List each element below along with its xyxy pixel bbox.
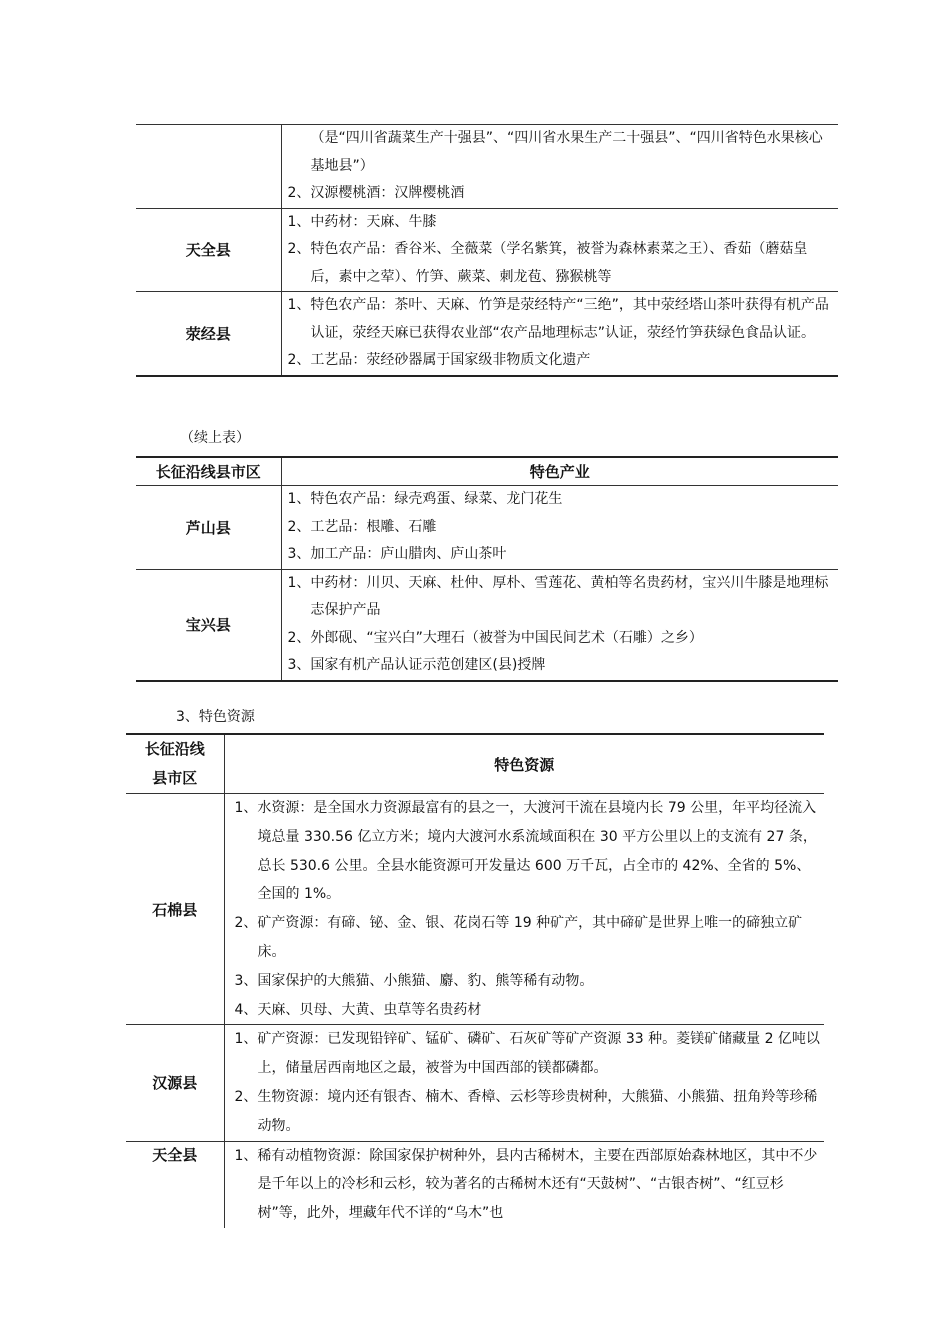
column-header-county-line2: 县市区 [152, 769, 198, 787]
products-cell [281, 569, 838, 681]
resources-cell [224, 794, 824, 1025]
list-item: 3、国家保护的大熊猫、小熊猫、麝、豹、熊等稀有动物。 [234, 972, 594, 989]
list-item: 1、特色农产品：茶叶、天麻、竹笋是荥经特产“三绝”，其中荥经塔山茶叶获得有机产品认证，荥经天麻已获得农业部“农产品地理标志”认证，荥经竹笋获绿色食品认证。 [287, 297, 829, 341]
products-cell [281, 125, 838, 209]
county-name: 芦山县 [136, 486, 281, 570]
county-name: 汉源县 [126, 1025, 224, 1141]
list-item: 4、天麻、贝母、大黄、虫草等名贵药材 [234, 1001, 482, 1018]
resources-cell [224, 1141, 824, 1228]
products-table-continued [136, 124, 838, 377]
column-header-resources: 特色资源 [224, 734, 824, 794]
list-item: 3、加工产品：庐山腊肉、庐山茶叶 [287, 546, 507, 562]
list-item: 2、外郎砚、“宝兴白”大理石（被誉为中国民间艺术（石雕）之乡） [287, 629, 703, 646]
county-name: 宝兴县 [136, 569, 281, 681]
table-row [126, 1141, 824, 1228]
list-item: （是“四川省蔬菜生产十强县”、“四川省水果生产二十强县”、“四川省特色水果核心基地县”） [310, 130, 823, 174]
table-row [136, 125, 838, 209]
list-item: 1、水资源：是全国水力资源最富有的县之一，大渡河干流在县境内长 79 公里，年平均径流入境总量 330.56 亿立方米；境内大渡河水系流域面积在 30 平方公里以上的支流有 27 条，总长 530.6 公里。全县水能资源可开发量达 600 万千瓦，占全市的 42%、全省的 5%、全国的 1%。 [234, 800, 817, 903]
county-name: 荥经县 [136, 292, 281, 376]
table-row [126, 1025, 824, 1141]
table-row [136, 569, 838, 681]
products-cell [281, 292, 838, 376]
list-item: 1、稀有动植物资源：除国家保护树种外，县内古稀树木，主要在西部原始森林地区，其中不少是千年以上的冷杉和云杉，较为著名的古稀树木还有“天鼓树”、“古银杏树”、“红豆杉树”等，此外，埋藏年代不详的“乌木”也 [234, 1147, 818, 1222]
column-header-county-line1: 长征沿线 [144, 740, 205, 758]
county-name: 石棉县 [126, 794, 224, 1025]
table-row [126, 794, 824, 1025]
county-name: 天全县 [126, 1141, 224, 1228]
list-item: 2、特色农产品：香谷米、全薇菜（学名紫箕，被誉为森林素菜之王）、香茹（蘑菇皇后，素中之荤）、竹笋、蕨菜、刺龙苞、猕猴桃等 [287, 241, 808, 285]
table-header-row [126, 734, 824, 794]
county-name: 天全县 [136, 208, 281, 292]
table-header-row [136, 457, 838, 486]
products-table [136, 456, 838, 682]
list-item: 2、汉源樱桃酒：汉牌樱桃酒 [287, 185, 465, 201]
resources-table [126, 733, 824, 1228]
section-heading: 3、特色资源 [176, 709, 255, 725]
list-item: 1、矿产资源：已发现铅锌矿、锰矿、磷矿、石灰矿等矿产资源 33 种。菱镁矿储藏量 2 亿吨以上，储量居西南地区之最，被誉为中国西部的镁都磷都。 [234, 1031, 820, 1077]
column-header-county [126, 734, 224, 794]
continued-label: （续上表） [180, 430, 250, 446]
list-item: 3、国家有机产品认证示范创建区(县)授牌 [287, 657, 546, 673]
list-item: 2、矿产资源：有碲、铋、金、银、花岗石等 19 种矿产，其中碲矿是世界上唯一的碲独立矿床。 [234, 915, 803, 960]
list-item: 2、工艺品：荥经砂器属于国家级非物质文化遗产 [287, 352, 591, 368]
resources-cell [224, 1025, 824, 1141]
list-item: 1、中药材：天麻、牛膝 [287, 213, 437, 230]
table-row [136, 292, 838, 376]
list-item: 2、工艺品：根雕、石雕 [287, 518, 437, 535]
column-header-industry: 特色产业 [281, 457, 838, 486]
table-row [136, 208, 838, 292]
list-item: 1、特色农产品：绿壳鸡蛋、绿菜、龙门花生 [287, 491, 563, 507]
products-cell [281, 208, 838, 292]
list-item: 2、生物资源：境内还有银杏、楠木、香樟、云杉等珍贵树种，大熊猫、小熊猫、扭角羚等珍稀动物。 [234, 1088, 818, 1134]
column-header-county: 长征沿线县市区 [136, 457, 281, 486]
products-cell [281, 486, 838, 570]
list-item: 1、中药材：川贝、天麻、杜仲、厚朴、雪莲花、黄柏等名贵药材，宝兴川牛膝是地理标志保护产品 [287, 574, 829, 618]
county-name [136, 125, 281, 209]
table-row [136, 486, 838, 570]
